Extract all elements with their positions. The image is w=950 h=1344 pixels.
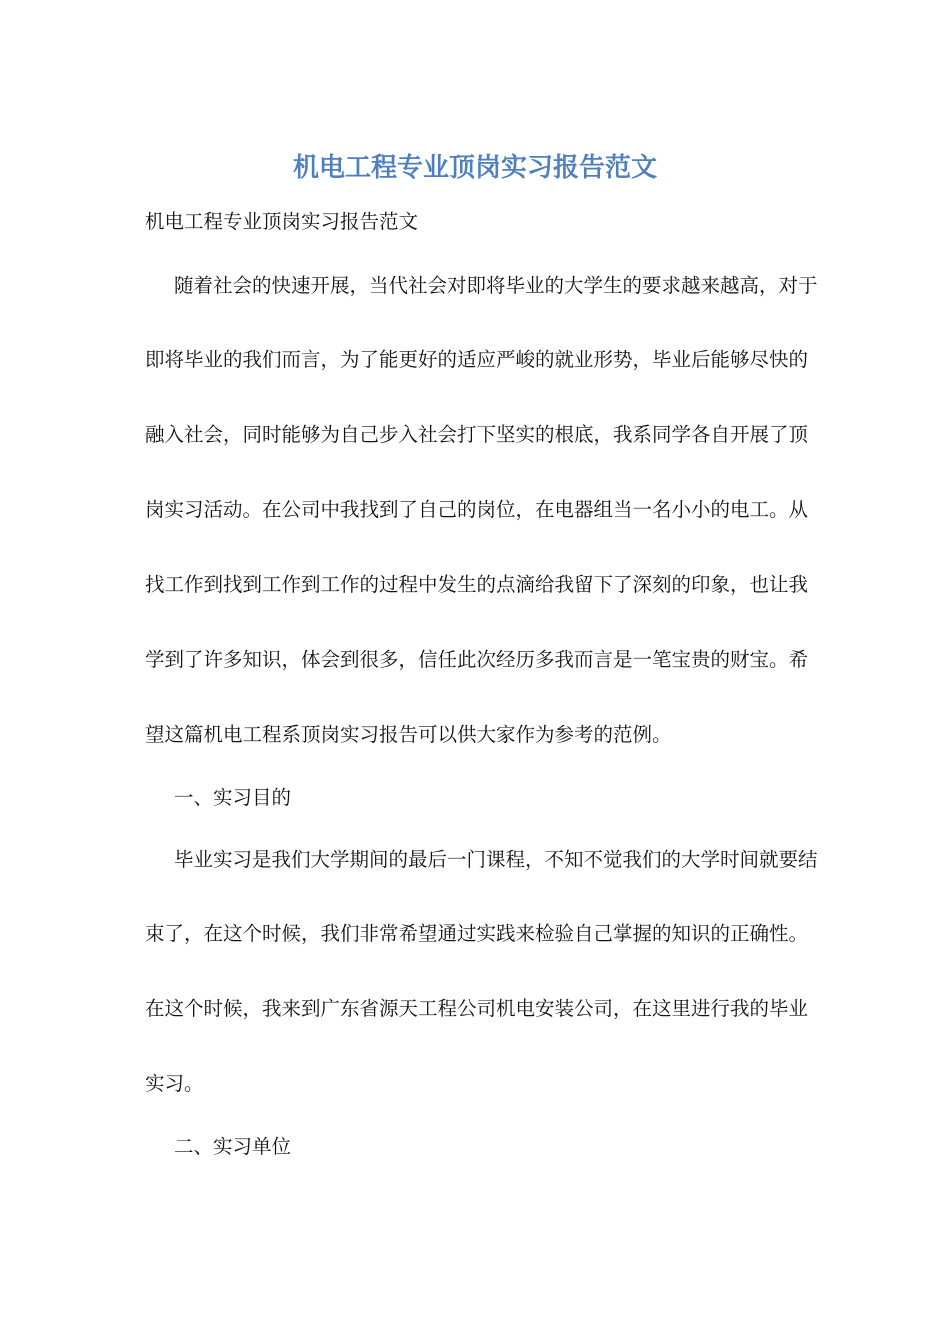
intro-line-4: 岗实习活动。在公司中我找到了自己的岗位，在电器组当一名小小的电工。从: [145, 498, 809, 521]
section-1-line-2: 束了，在这个时候，我们非常希望通过实践来检验自己掌握的知识的正确性。: [145, 922, 809, 945]
intro-line-6: 学到了许多知识，体会到很多，信任此次经历多我而言是一笔宝贵的财宝。希: [145, 648, 809, 671]
section-1-line-1: 毕业实习是我们大学期间的最后一门课程，不知不觉我们的大学时间就要结: [174, 848, 818, 871]
document-subtitle: 机电工程专业顶岗实习报告范文: [145, 210, 419, 233]
document-title: 机电工程专业顶岗实习报告范文: [292, 153, 657, 183]
section-1-line-4: 实习。: [145, 1072, 204, 1095]
section-1-heading: 一、实习目的: [174, 786, 292, 809]
section-1-line-3: 在这个时候，我来到广东省源天工程公司机电安装公司，在这里进行我的毕业: [145, 997, 809, 1020]
intro-line-7: 望这篇机电工程系顶岗实习报告可以供大家作为参考的范例。: [145, 723, 672, 746]
intro-line-3: 融入社会，同时能够为自己步入社会打下坚实的根底，我系同学各自开展了顶: [145, 423, 809, 446]
intro-line-5: 找工作到找到工作到工作的过程中发生的点滴给我留下了深刻的印象，也让我: [145, 573, 809, 596]
intro-line-1: 随着社会的快速开展，当代社会对即将毕业的大学生的要求越来越高，对于: [174, 274, 818, 297]
intro-line-2: 即将毕业的我们而言，为了能更好的适应严峻的就业形势，毕业后能够尽快的: [145, 348, 809, 371]
section-2-heading: 二、实习单位: [174, 1135, 292, 1158]
